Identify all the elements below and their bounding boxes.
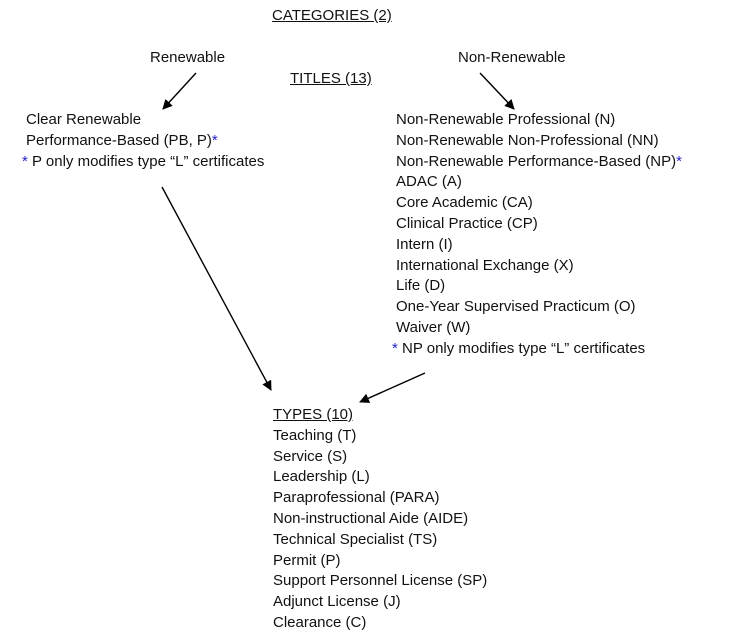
arrow-nonrenewable-titles-to-types [360, 373, 425, 402]
list-item: ADAC (A) [396, 173, 462, 191]
arrow-nonrenewable-to-titles [480, 73, 514, 109]
list-item: International Exchange (X) [396, 256, 574, 274]
types-heading: TYPES (10) [273, 406, 354, 423]
list-item: Intern (I) [396, 235, 453, 253]
list-item: Non-Renewable Performance-Based (NP)* [396, 152, 682, 170]
list-item: Non-instructional Aide (AIDE) [273, 509, 469, 527]
renewable-titles-list [22, 110, 265, 172]
list-item: Performance-Based (PB, P)* [26, 131, 218, 149]
list-item: Teaching (T) [273, 426, 357, 444]
list-item: Waiver (W) [396, 318, 471, 336]
list-item: Adjunct License (J) [273, 593, 401, 611]
list-item: Non-Renewable Professional (N) [396, 111, 616, 128]
renewable-footnote: * P only modifies type “L” certificates [22, 152, 265, 170]
renewable-category-label: Renewable [150, 49, 226, 66]
list-item: Service (S) [273, 447, 348, 465]
non-renewable-footnote: * NP only modifies type “L” certificates [392, 339, 646, 357]
non-renewable-category-label: Non-Renewable [458, 49, 566, 66]
categories-heading: CATEGORIES (2) [272, 7, 392, 24]
list-item: Paraprofessional (PARA) [273, 489, 440, 507]
list-item: Clearance (C) [273, 613, 367, 631]
list-item: Technical Specialist (TS) [273, 530, 438, 548]
list-item: Permit (P) [273, 551, 341, 569]
list-item: Life (D) [396, 277, 446, 295]
arrow-renewable-to-titles [163, 73, 196, 109]
list-item: Clear Renewable [26, 111, 142, 128]
arrow-renewable-titles-to-types [162, 187, 271, 390]
list-item: One-Year Supervised Practicum (O) [396, 298, 636, 316]
list-item: Non-Renewable Non-Professional (NN) [396, 131, 659, 149]
non-renewable-titles-list [392, 110, 682, 360]
list-item: Core Academic (CA) [396, 194, 533, 212]
list-item: Leadership (L) [273, 468, 370, 486]
titles-heading: TITLES (13) [290, 70, 372, 87]
types-list [273, 405, 487, 634]
list-item: Clinical Practice (CP) [396, 214, 538, 232]
list-item: Support Personnel License (SP) [273, 572, 488, 590]
